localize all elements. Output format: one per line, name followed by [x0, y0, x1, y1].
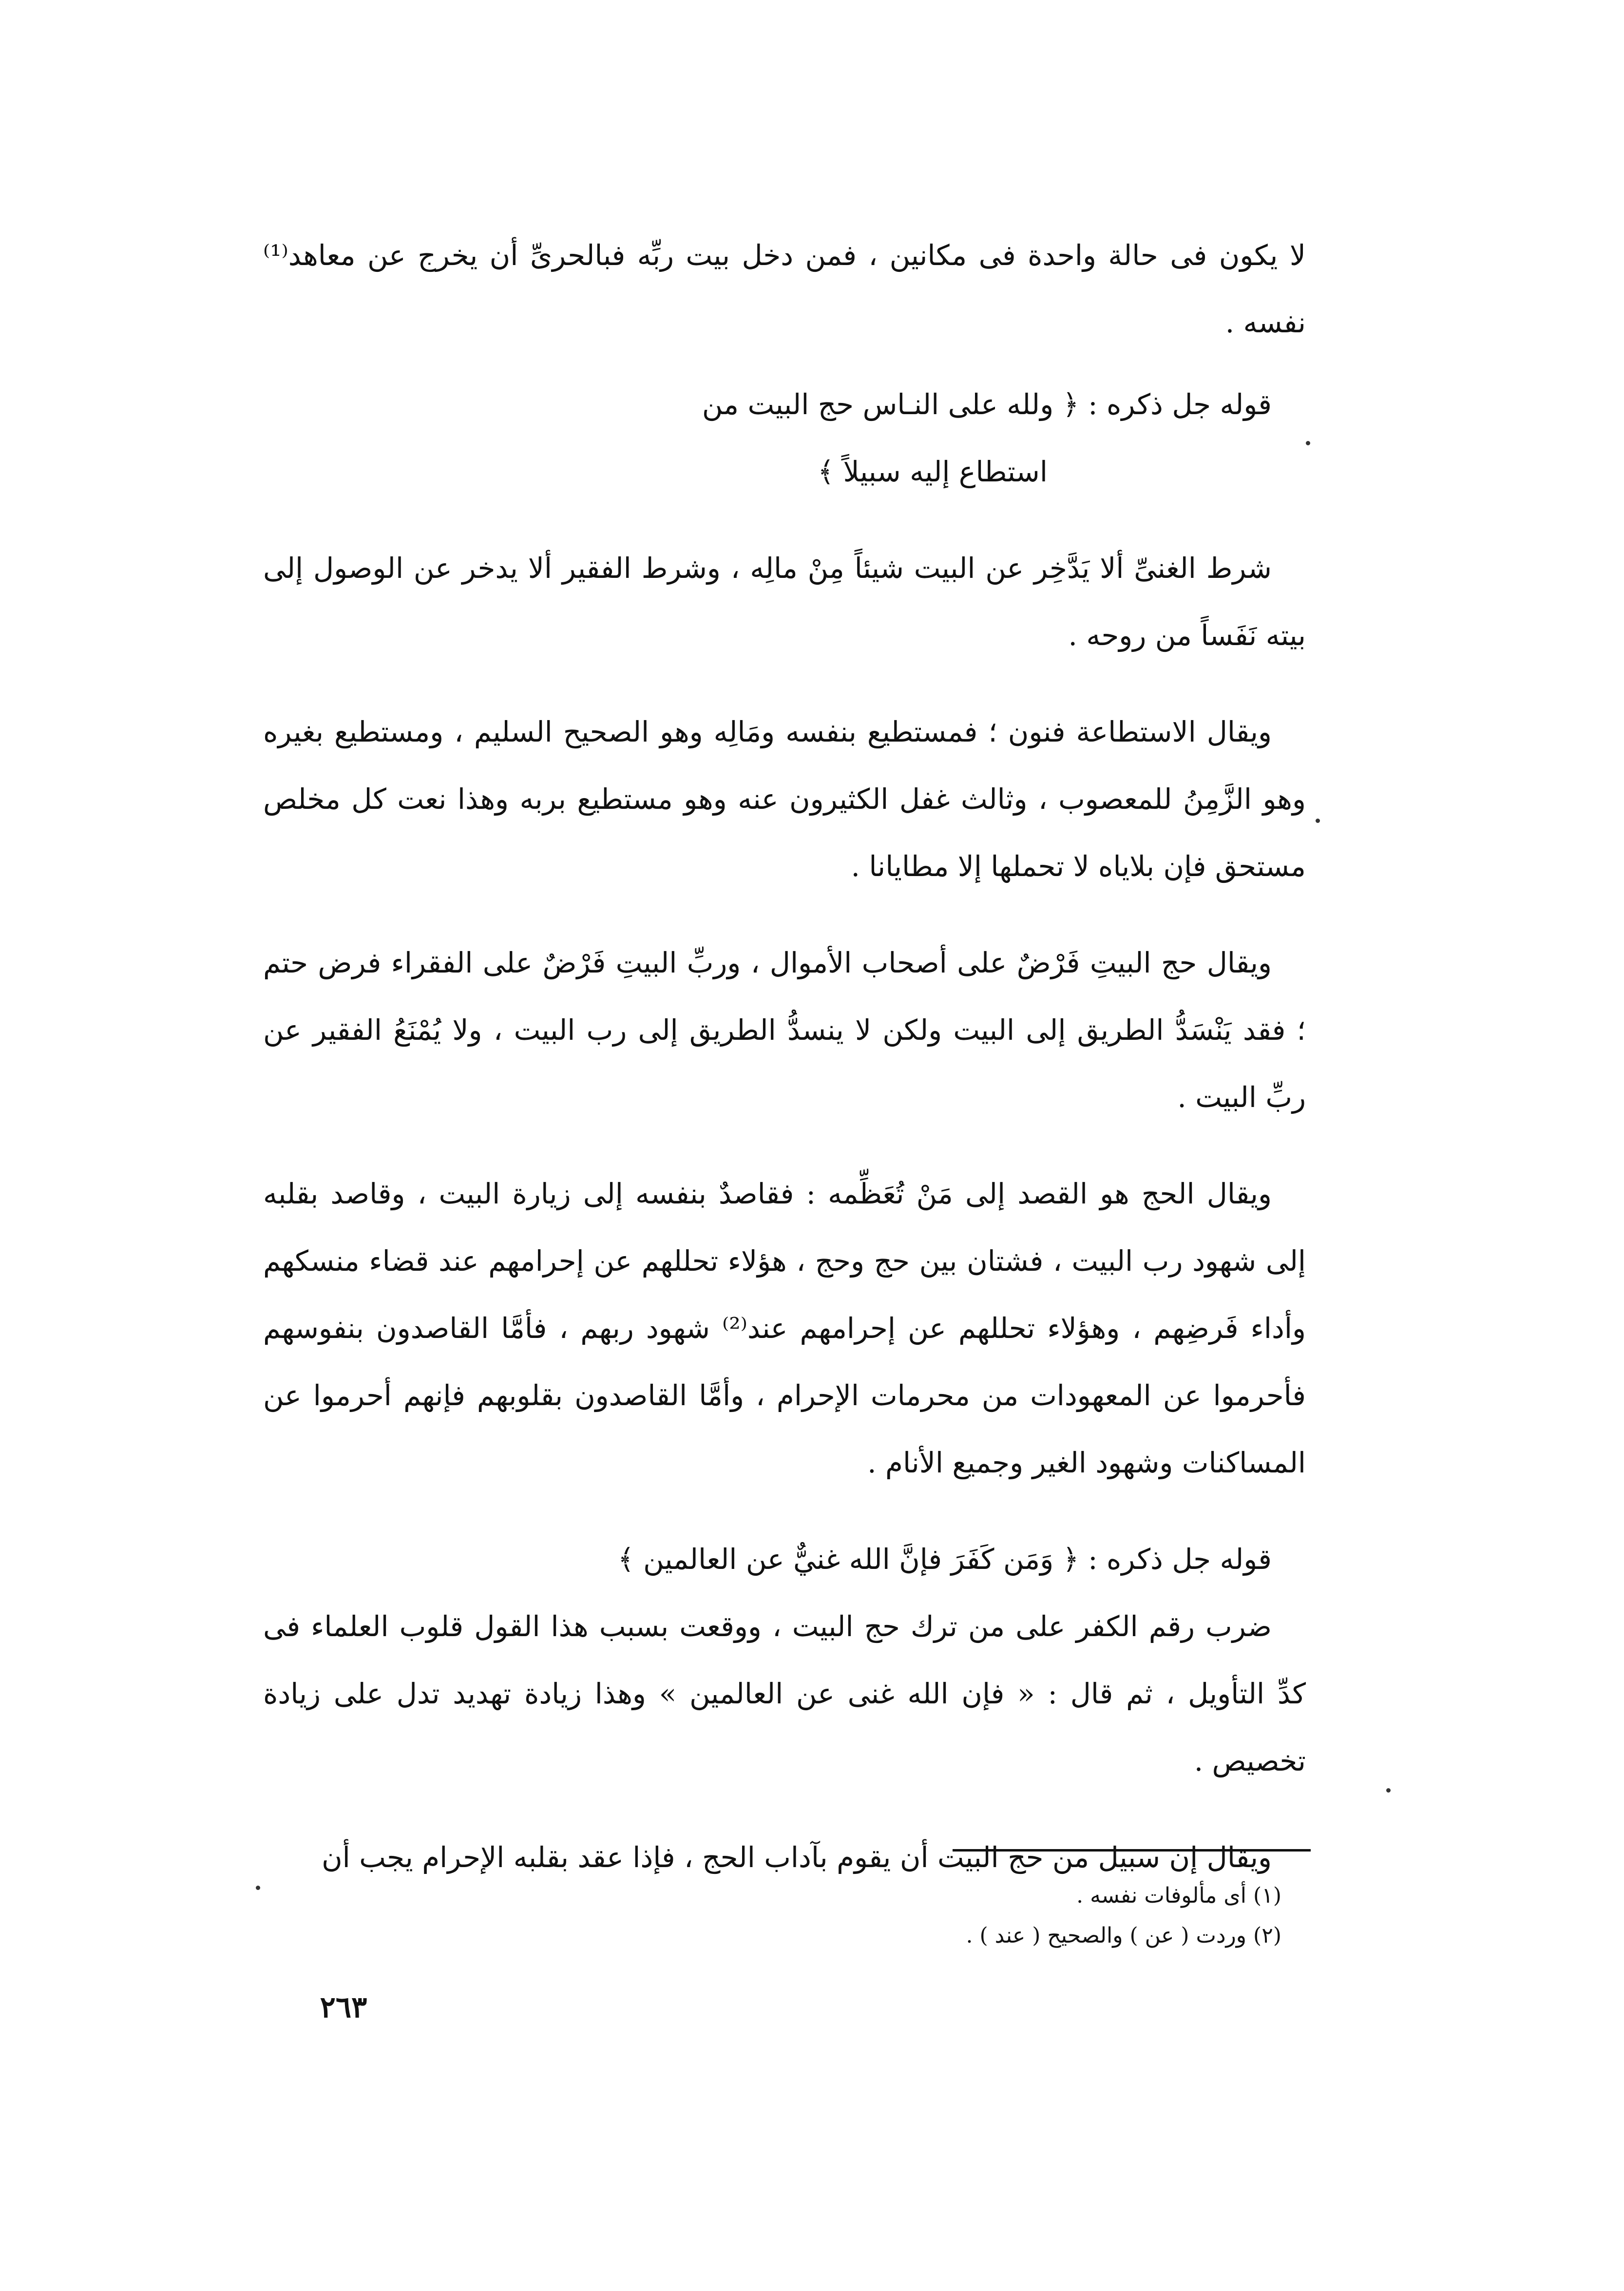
verse-heading-1: قوله جل ذكره : ﴿ ولله على النـاس حج البيت من	[702, 388, 1272, 421]
page-number: ٢٦٣	[320, 1990, 367, 2024]
scan-speck	[1306, 441, 1310, 445]
main-text	[263, 222, 1306, 1891]
paragraph: ضرب رقم الكفر على من ترك حج البيت ، ووقعت بسبب هذا القول قلوب العلماء فى كدِّ التأويل ، ثم قال : « فإن الله غنى عن العالمين » وهذا زيادة تهديد تدل على زيادة تخصيص .	[263, 1610, 1306, 1777]
paragraph: شرط الغنىِّ ألا يَدَّخِر عن البيت شيئاً مِنْ مالِه ، وشرط الفقير ألا يدخر عن الوصول إلى بيته نَفَساً من روحه .	[263, 552, 1306, 652]
scan-speck	[1316, 819, 1320, 823]
scan-speck	[256, 1886, 260, 1890]
paragraph-continuation: لا يكون فى حالة واحدة فى مكانين ، فمن دخل بيت ربِّه فبالحرىِّ أن يخرج عن معاهد⁽¹⁾ نفسه .	[263, 239, 1306, 339]
paragraph: ويقال الاستطاعة فنون ؛ فمستطيع بنفسه ومَالِه وهو الصحيح السليم ، ومستطيع بغيره وهو الزَّمِنُ للمعصوب ، وثالث غفل الكثيرون عنه وهو مستطيع بربه وهذا نعت كل مخلص مستحق فإن بلاياه لا تحملها إلا مطايانا .	[263, 715, 1306, 883]
footnotes	[682, 1876, 1281, 1956]
scan-speck	[1386, 1788, 1391, 1793]
verse-heading-1-continued: استطاع إليه سبيلاً ﴾	[818, 455, 1048, 488]
paragraph: ويقال الحج هو القصد إلى مَنْ تُعَظِّمه : فقاصدٌ بنفسه إلى زيارة البيت ، وقاصد بقلبه إلى شهود رب البيت ، فشتان بين حج وحج ، هؤلاء تحللهم عن إحرامهم عند قضاء منسكهم وأداء فَرضِهم ، وهؤلاء تحللهم عن إحرامهم عند⁽²⁾ شهود ربهم ، فأمَّا القاصدون بنفوسهم فأحرموا عن المعهودات من محرمات الإحرام ، وأمَّا القاصدون بقلوبهم فإنهم أحرموا عن المساكنات وشهود الغير وجميع الأنام .	[263, 1177, 1306, 1479]
verse-heading-2: قوله جل ذكره : ﴿ وَمَن كَفَرَ فإنَّ الله غنيٌّ عن العالمين ﴾	[617, 1543, 1272, 1576]
footnote-divider	[953, 1849, 1311, 1852]
footnote-2: (٢) وردت ( عن ) والصحيح ( عند ) .	[966, 1923, 1281, 1948]
footnote-1: (١) أى مألوفات نفسه .	[1076, 1883, 1281, 1908]
paragraph: ويقال حج البيتِ فَرْضٌ على أصحاب الأموال ، وربِّ البيتِ فَرْضٌ على الفقراء فرض حتم ؛ فقد يَنْسَدُّ الطريق إلى البيت ولكن لا ينسدُّ الطريق إلى رب البيت ، ولا يُمْنَعُ الفقير عن ربِّ البيت .	[263, 946, 1306, 1114]
paragraph: ويقال إن سبيل من حج البيت أن يقوم بآداب الحج ، فإذا عقد بقلبه الإحرام يجب أن	[322, 1841, 1272, 1874]
